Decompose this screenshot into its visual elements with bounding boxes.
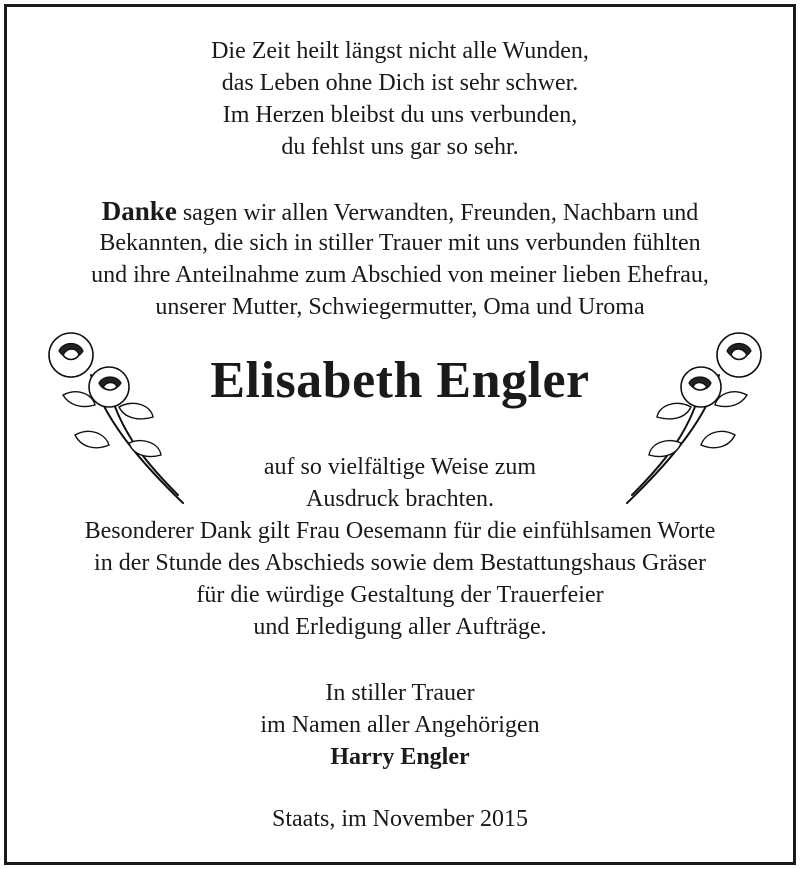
after-line: Besonderer Dank gilt Frau Oesemann für die einfühlsamen Worte [84,518,716,544]
poem-line: du fehlst uns gar so sehr. [281,134,519,160]
signature-name: Harry Engler [330,744,470,770]
after-line: auf so vielfältige Weise zum [263,454,537,480]
thanks-line: und ihre Anteilnahme zum Abschied von meiner lieben Ehefrau, [91,262,709,288]
thanks-line-rest: sagen wir allen Verwandten, Freunden, Nachbarn und [176,200,699,226]
after-line: und Erledigung aller Aufträge. [253,614,547,640]
poem-line: Im Herzen bleibst du uns verbunden, [222,102,578,128]
signature-line: im Namen aller Angehörigen [260,712,540,738]
after-line: für die würdige Gestaltung der Trauerfeier [196,582,604,608]
poem-line: Die Zeit heilt längst nicht alle Wunden, [211,38,589,64]
thanks-line [7,195,793,229]
signature-line: In stiller Trauer [325,680,475,706]
place-date: Staats, im November 2015 [272,806,528,832]
after-line: Ausdruck brachten. [306,486,494,512]
deceased-name: Elisabeth Engler [210,352,590,409]
poem-line: das Leben ohne Dich ist sehr schwer. [221,70,579,96]
thanks-line: unserer Mutter, Schwiegermutter, Oma und Uroma [155,294,645,320]
danke-word: Danke [101,196,177,226]
obituary-card [4,4,796,865]
after-line: in der Stunde des Abschieds sowie dem Bestattungshaus Gräser [94,550,706,576]
thanks-line: Bekannten, die sich in stiller Trauer mit uns verbunden fühlten [99,230,701,256]
